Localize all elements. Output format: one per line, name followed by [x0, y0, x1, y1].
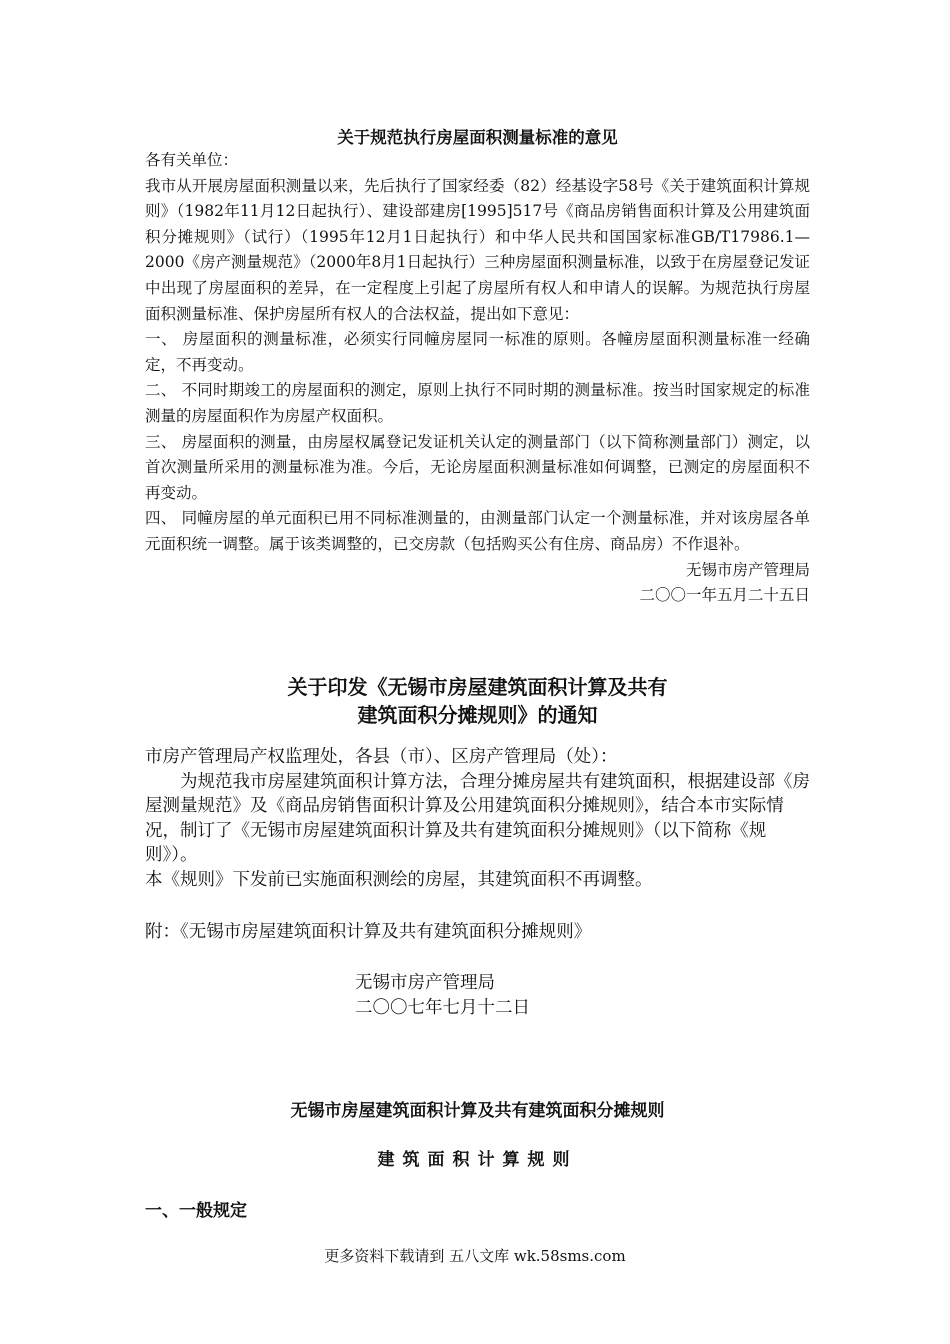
doc3-subtitle: 建筑面积计算规则	[377, 1150, 578, 1170]
doc1-salutation: 各有关单位：	[145, 151, 239, 169]
doc2-paragraph: 为规范我市房屋建筑面积计算方法，合理分摊房屋共有建筑面积，根据建设部《房屋测量规范》及《商品房销售面积计算及公用建筑面积分摊规则》，结合本市实际情况，制订了《无锡市房屋建筑面积计算及共有建筑面积分摊规则》（以下简称《规则》）。	[145, 771, 810, 865]
doc1-title: 关于规范执行房屋面积测量标准的意见	[337, 128, 618, 147]
doc1-date: 二〇〇一年五月二十五日	[639, 586, 810, 605]
doc1-item-3: 三、 房屋面积的测量，由房屋权属登记发证机关认定的测量部门（以下简称测量部门）测定，以首次测量所采用的测量标准为准。今后，无论房屋面积测量标准如何调整，已测定的房屋面积不再变动。	[145, 432, 810, 502]
doc3-title: 无锡市房屋建筑面积计算及共有建筑面积分摊规则	[290, 1101, 665, 1121]
doc2-title	[145, 673, 810, 729]
doc1-item-4: 四、 同幢房屋的单元面积已用不同标准测量的，由测量部门认定一个测量标准，并对该房屋各单元面积统一调整。属于该类调整的，已交房款（包括购买公有住房、商品房）不作退补。	[145, 509, 810, 553]
doc1-item-1: 一、 房屋面积的测量标准，必须实行同幢房屋同一标准的原则。各幢房屋面积测量标准一经确定，不再变动。	[145, 330, 810, 374]
doc2-date: 二〇〇七年七月十二日	[355, 998, 530, 1018]
doc2-body	[145, 745, 810, 892]
doc1-item-2: 二、 不同时期竣工的房屋面积的测定，原则上执行不同时期的测量标准。按当时国家规定的标准测量的房屋面积作为房屋产权面积。	[145, 381, 810, 425]
doc2-signer: 无锡市房产管理局	[355, 973, 495, 993]
doc1-intro: 我市从开展房屋面积测量以来，先后执行了国家经委（82）经基设字58号《关于建筑面积计算规则》（1982年11月12日起执行）、建设部建房[1995]517号《商品房销售面积计算及公用建筑面积分摊规则》（试行）（1995年12月1日起执行）和中华人民共和国国家标准GB/T17986.1—2000《房产测量规范》（2000年8月1日起执行）三种房屋面积测量标准，以致于在房屋登记发证中出现了房屋面积的差异，在一定程度上引起了房屋所有权人和申请人的误解。为规范执行房屋面积测量标准、保护房屋所有权人的合法权益，提出如下意见：	[145, 176, 810, 323]
doc2-title-line1: 关于印发《无锡市房屋建筑面积计算及共有	[287, 675, 668, 699]
doc2-title-line2: 建筑面积分摊规则》的通知	[357, 703, 598, 727]
doc2-salutation: 市房产管理局产权监理处，各县（市）、区房产管理局（处）：	[145, 747, 618, 767]
footer-link-text: 更多资料下载请到 五八文库 wk.58sms.com	[324, 1247, 626, 1265]
doc2-note: 本《规则》下发前已实施面积测绘的房屋，其建筑面积不再调整。	[145, 869, 653, 890]
doc3-section-heading: 一、一般规定	[145, 1201, 247, 1221]
doc1-signer: 无锡市房产管理局	[685, 560, 810, 579]
doc2-attachment: 附：《无锡市房屋建筑面积计算及共有建筑面积分摊规则》	[145, 922, 592, 942]
doc1-body	[145, 148, 810, 609]
